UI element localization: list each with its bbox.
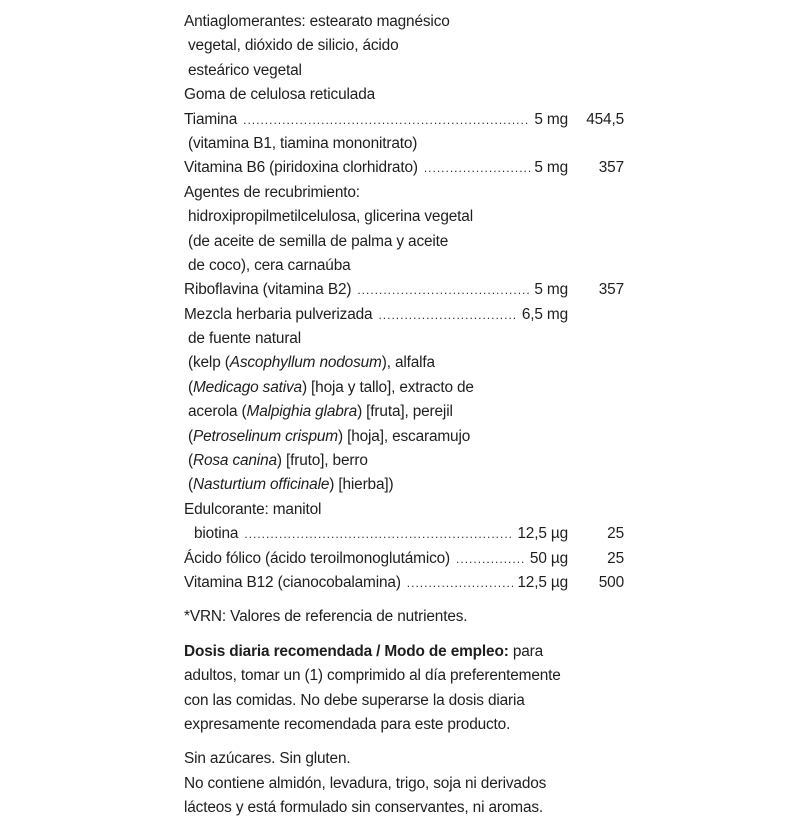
nutrient-row-riboflavina bbox=[184, 278, 624, 302]
nutrient-row-biotina bbox=[184, 522, 624, 546]
text-line: vegetal, dióxido de silicio, ácido bbox=[188, 37, 399, 55]
text-line: (Medicago sativa) [hoja y tallo], extracto de bbox=[188, 378, 474, 396]
nutrient-amount: 12,5 µg bbox=[517, 573, 568, 591]
text-line: (Nasturtium officinale) [hierba]) bbox=[188, 476, 394, 494]
dosage-heading: Dosis diaria recomendada / Modo de empleo: bbox=[184, 642, 509, 660]
text-line: Antiaglomerantes: estearato magnésico bbox=[184, 13, 450, 30]
text-line: (kelp (Ascophyllum nodosum), alfalfa bbox=[188, 354, 435, 372]
nutrient-name: Vitamina B12 (cianocobalamina) bbox=[184, 573, 401, 591]
nutrient-name: Mezcla herbaria pulverizada bbox=[184, 305, 373, 323]
nutrient-row-b6 bbox=[184, 156, 624, 180]
text-line: esteárico vegetal bbox=[188, 61, 302, 79]
nutrient-name: biotina bbox=[194, 525, 239, 543]
nutrient-name: Riboflavina (vitamina B2) bbox=[184, 281, 352, 299]
footnote: *VRN: Valores de referencia de nutrientes. bbox=[184, 608, 468, 626]
dot-leader bbox=[243, 108, 530, 132]
spacer bbox=[184, 630, 624, 640]
text-line: (Petroselinum crispum) [hoja], escaramujo bbox=[188, 427, 471, 445]
supplement-label bbox=[184, 10, 624, 821]
nutrient-row-tiamina bbox=[184, 108, 624, 132]
dot-leader bbox=[424, 156, 531, 180]
nutrient-vrn: 25 bbox=[607, 549, 624, 567]
nutrient-name: Vitamina B6 (piridoxina clorhidrato) bbox=[184, 159, 418, 177]
text-line: No contiene almidón, levadura, trigo, soja ni derivados bbox=[184, 774, 547, 792]
nutrient-vrn: 357 bbox=[598, 159, 624, 177]
nutrient-amount: 5 mg bbox=[534, 159, 568, 177]
spacer bbox=[184, 595, 624, 605]
nutrient-row-folico bbox=[184, 547, 624, 571]
text-line: expresamente recomendada para este producto. bbox=[184, 715, 511, 733]
nutrient-amount: 5 mg bbox=[534, 110, 568, 128]
nutrient-amount: 12,5 µg bbox=[517, 525, 568, 543]
text-line: adultos, tomar un (1) comprimido al día preferentemente bbox=[184, 667, 561, 685]
nutrient-name: Ácido fólico (ácido teroilmonoglutámico) bbox=[184, 549, 451, 567]
text-line: de coco), cera carnaúba bbox=[188, 256, 351, 274]
dot-leader bbox=[407, 571, 514, 595]
text-line: (vitamina B1, tiamina mononitrato) bbox=[188, 134, 418, 152]
nutrient-amount: 6,5 mg bbox=[521, 305, 568, 323]
text-line: Sin azúcares. Sin gluten. bbox=[184, 750, 351, 768]
text-line: con las comidas. No debe superarse la dosis diaria bbox=[184, 691, 525, 709]
nutrient-vrn: 500 bbox=[598, 573, 624, 591]
dosage-heading-line: Dosis diaria recomendada / Modo de empleo: para bbox=[184, 642, 544, 660]
nutrient-row-herbal bbox=[184, 303, 624, 327]
spacer bbox=[184, 737, 624, 747]
text-line: acerola (Malpighia glabra) [fruta], perejil bbox=[188, 403, 453, 421]
nutrient-vrn: 454,5 bbox=[586, 110, 624, 128]
nutrient-row-b12 bbox=[184, 571, 624, 595]
text-line: Edulcorante: manitol bbox=[184, 500, 322, 518]
nutrient-name: Tiamina bbox=[184, 110, 238, 128]
text-line: hidroxipropilmetilcelulosa, glicerina vegetal bbox=[188, 208, 473, 226]
text-line: (Rosa canina) [fruto], berro bbox=[188, 452, 368, 470]
text-line: lácteos y está formulado sin conservantes, ni aromas. bbox=[184, 799, 544, 817]
nutrient-amount: 5 mg bbox=[534, 281, 568, 299]
dot-leader bbox=[244, 522, 513, 546]
dot-leader bbox=[378, 303, 517, 327]
nutrient-amount: 50 µg bbox=[529, 549, 568, 567]
dot-leader bbox=[357, 278, 530, 302]
text-line: de fuente natural bbox=[188, 330, 301, 348]
text-line: Goma de celulosa reticulada bbox=[184, 86, 376, 104]
nutrient-vrn: 25 bbox=[607, 525, 624, 543]
nutrient-vrn: 357 bbox=[598, 281, 624, 299]
text-line: Agentes de recubrimiento: bbox=[184, 183, 360, 201]
dot-leader bbox=[456, 547, 526, 571]
text-line: (de aceite de semilla de palma y aceite bbox=[188, 232, 449, 250]
